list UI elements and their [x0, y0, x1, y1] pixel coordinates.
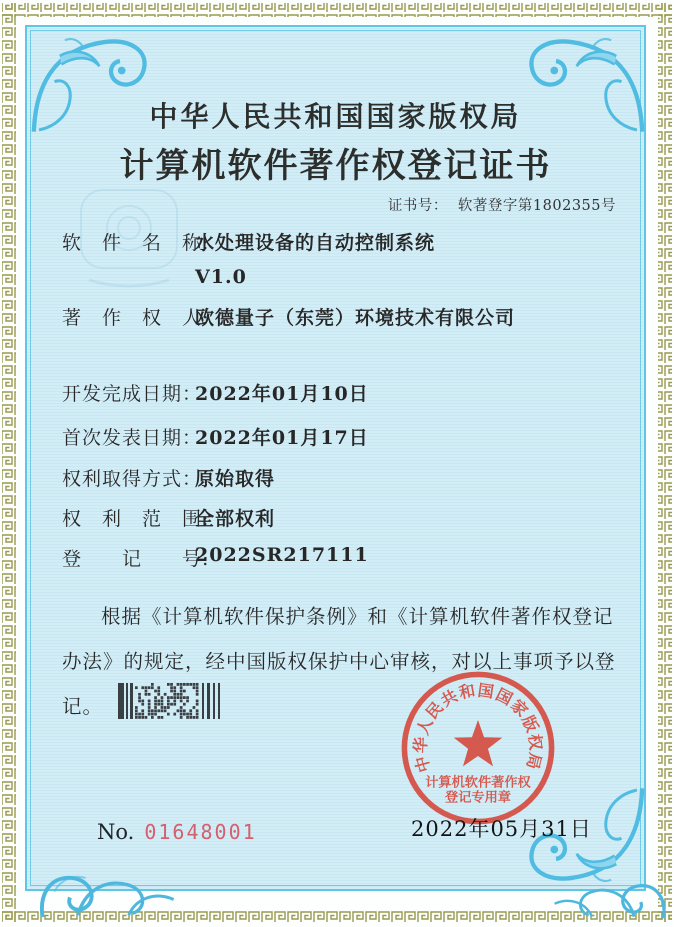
seal-star-icon [454, 720, 503, 766]
software-version: V1.0 [195, 266, 247, 288]
field-value [195, 228, 435, 288]
field-label: 软 件 名 称: [62, 232, 210, 254]
field-label: 首次发表日期： [62, 427, 203, 449]
field-value: 2022年01月10日 [195, 383, 369, 405]
issuer-title: 中华人民共和国国家版权局 [149, 100, 522, 133]
field-software-name [62, 228, 435, 288]
field-label: 开发完成日期： [62, 383, 203, 405]
seal-line2: 登记专用章 [445, 790, 511, 806]
field-registration-number [62, 544, 369, 571]
certificate-number-value: 软著登字第1802355号 [457, 198, 616, 214]
seal-line1: 计算机软件著作权 [425, 775, 531, 791]
certificate-number [388, 194, 616, 215]
field-first-publication-date [62, 423, 369, 450]
field-acquisition-method [62, 464, 275, 491]
seal-ring-text: 中华人民共和国国家版权局 [410, 680, 546, 775]
field-value: 欧德量子（东莞）环境技术有限公司 [195, 307, 516, 329]
field-label: 权 利 范 围: [62, 508, 210, 530]
field-completion-date [62, 379, 369, 406]
certificate-number-label: 证书号： [387, 198, 448, 214]
field-value: 2022年01月17日 [195, 427, 369, 449]
field-label: 登 记 号: [62, 548, 210, 570]
field-rights-scope [62, 504, 275, 531]
barcode [118, 683, 223, 721]
serial-number: 01648001 [144, 820, 257, 844]
software-name-line1: 水处理设备的自动控制系统 [195, 232, 436, 254]
issue-date: 2022年05月31日 [411, 817, 592, 841]
field-copyright-owner [62, 303, 515, 330]
field-value: 2022SR217111 [195, 544, 369, 566]
field-value: 全部权利 [195, 508, 276, 530]
registration-statement: 根据《计算机软件保护条例》和《计算机软件著作权登记办法》的规定，经中国版权保护中心审核，对以上事项予以登记。 [62, 605, 616, 718]
serial-prefix: No. [97, 820, 135, 844]
serial-number-row [97, 820, 257, 844]
field-label: 著 作 权 人: [62, 307, 210, 329]
document-title: 计算机软件著作权登记证书 [119, 146, 552, 186]
official-seal [398, 668, 558, 828]
field-label: 权利取得方式： [62, 468, 203, 490]
field-value: 原始取得 [195, 468, 276, 490]
